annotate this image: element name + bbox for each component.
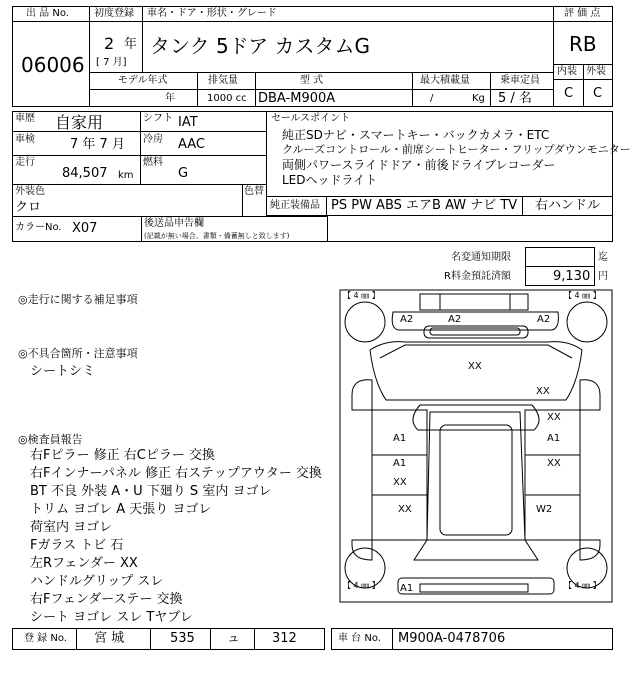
damage-mark: XX — [468, 361, 482, 372]
fuel-value: G — [178, 166, 189, 181]
damage-mark: A2 — [400, 314, 414, 325]
inspector-line: トリム ヨゴレ A 天張り ヨゴレ — [30, 502, 212, 517]
shift-label: シフト — [143, 113, 173, 124]
notice-unit: 迄 — [598, 252, 608, 263]
first-reg-year-unit: 年 — [124, 37, 138, 52]
max-load-value: / — [430, 93, 434, 104]
rating-label: 評 価 点 — [564, 8, 601, 19]
interior-grade: C — [564, 86, 574, 101]
first-reg-month: [ 7 月] — [96, 57, 127, 68]
damage-mark: A1 — [393, 458, 407, 469]
driving-notes-title: ◎走行に関する補足事項 — [18, 293, 138, 306]
registration-number: 312 — [272, 631, 297, 646]
capacity-value: 5 / 名 — [498, 91, 532, 106]
inspector-line: シート ヨゴレ スレ Tヤブレ — [30, 610, 193, 625]
type-label: 型 式 — [300, 75, 324, 86]
damage-mark: XX — [393, 477, 407, 488]
exterior-color-value: クロ — [15, 200, 42, 215]
damage-mark: A1 — [400, 583, 414, 594]
inspector-line: Fガラス トビ 石 — [30, 538, 124, 553]
max-load-unit: Kg — [472, 93, 485, 104]
registration-kana: ュ — [227, 631, 241, 646]
steering-value: 右ハンドル — [535, 198, 601, 213]
displacement-label: 排気量 — [208, 75, 238, 86]
capacity-label: 乗車定員 — [500, 75, 540, 86]
equipment-label: 純正装備品 — [270, 200, 320, 211]
sales-line-4: LEDヘッドライト — [282, 173, 378, 187]
usage-value: 自家用 — [55, 113, 104, 132]
tire-depth-label: 【 4 ㎜ 】 — [564, 581, 601, 590]
model-year-unit: 年 — [165, 93, 175, 104]
sales-line-3: 両側パワースライドドア・前後ドライブレコーダー — [282, 158, 556, 172]
ac-label: 冷房 — [143, 134, 163, 145]
inspector-line: 右Fピラー 修正 右Cピラー 交換 — [30, 448, 215, 463]
inspector-line: ハンドルグリップ スレ — [30, 574, 164, 589]
inspection-value: 7 年 7 月 — [70, 137, 125, 152]
damage-mark: XX — [547, 412, 561, 423]
registration-label: 登 録 No. — [24, 633, 67, 644]
lot-label: 出 品 No. — [26, 8, 69, 19]
damage-mark: XX — [536, 386, 550, 397]
inspector-line: 右Fフェンダーステー 交換 — [30, 592, 183, 607]
damage-mark: XX — [398, 504, 412, 515]
inspector-line: 左Rフェンダー XX — [30, 556, 138, 571]
interior-label: 内装 — [557, 66, 577, 77]
tire-depth-label: 【 4 ㎜ 】 — [343, 291, 380, 300]
chassis-label: 車 台 No. — [338, 633, 381, 644]
chassis-number: M900A-0478706 — [398, 631, 506, 646]
damage-mark: A1 — [547, 433, 561, 444]
fuel-label: 燃料 — [143, 157, 163, 168]
sales-title: セールスポイント — [271, 113, 351, 124]
sales-line-2: クルーズコントロール・前席シートヒーター・フリップダウンモニター — [282, 143, 631, 156]
damage-mark: A2 — [448, 314, 462, 325]
damage-mark: W2 — [536, 504, 553, 515]
registration-class: 535 — [170, 631, 195, 646]
exterior-label: 外装 — [586, 66, 606, 77]
exterior-grade: C — [593, 86, 603, 101]
defects-value: シートシミ — [30, 364, 96, 379]
max-load-label: 最大積載量 — [420, 75, 470, 86]
recycle-value: 9,130 — [553, 269, 591, 284]
recycle-unit: 円 — [598, 271, 608, 282]
registration-area: 宮 城 — [94, 631, 125, 646]
aftermarket-label: 後送品申告欄 — [144, 218, 204, 229]
defects-title: ◎不具合箇所・注意事項 — [18, 347, 138, 360]
tire-depth-label: 【 4 ㎜ 】 — [343, 581, 380, 590]
color-no-value: X07 — [72, 221, 98, 236]
damage-mark: A2 — [537, 314, 551, 325]
shift-value: IAT — [178, 115, 198, 130]
first-reg-year: 2 — [104, 34, 115, 53]
car-name-label: 車名・ドア・形状・グレード — [147, 8, 277, 19]
rating-value: RB — [569, 32, 597, 56]
mileage-label: 走行 — [15, 157, 35, 168]
inspection-label: 車検 — [15, 134, 35, 145]
displacement-value: 1000 cc — [207, 93, 247, 104]
model-year-label: モデル年式 — [118, 75, 168, 86]
inspector-line: BT 不良 外装 A・U 下廻り S 室内 ヨゴレ — [30, 484, 272, 499]
inspector-title: ◎検査員報告 — [18, 433, 83, 446]
first-reg-label: 初度登録 — [94, 8, 134, 19]
mileage-value: 84,507 — [62, 166, 108, 181]
sales-line-1: 純正SDナビ・スマートキー・バックカメラ・ETC — [282, 128, 550, 142]
exterior-color-label: 外装色 — [15, 186, 45, 197]
inspector-line: 右Fインナーパネル 修正 右ステップアウター 交換 — [30, 466, 322, 481]
damage-mark: XX — [547, 458, 561, 469]
aftermarket-note: (記載が無い場合、書類・備蓄無しと致します) — [144, 232, 290, 240]
recycle-label: R料金預託済額 — [444, 271, 511, 282]
damage-mark: A1 — [393, 433, 407, 444]
notice-label: 名変通知期限 — [451, 252, 511, 263]
car-name: タンク 5ドア カスタムG — [150, 34, 370, 58]
usage-label: 車歴 — [15, 113, 35, 124]
equipment-value: PS PW ABS エアB AW ナビ TV — [331, 198, 518, 213]
mileage-unit: km — [118, 170, 134, 181]
tire-depth-label: 【 4 ㎜ 】 — [564, 291, 601, 300]
inspector-line: 荷室内 ヨゴレ — [30, 520, 113, 535]
ac-value: AAC — [178, 137, 205, 152]
color-change-label: 色替 — [244, 186, 264, 197]
lot-number: 06006 — [21, 53, 85, 77]
type-value: DBA-M900A — [258, 91, 336, 106]
color-no-label: カラーNo. — [15, 222, 62, 233]
